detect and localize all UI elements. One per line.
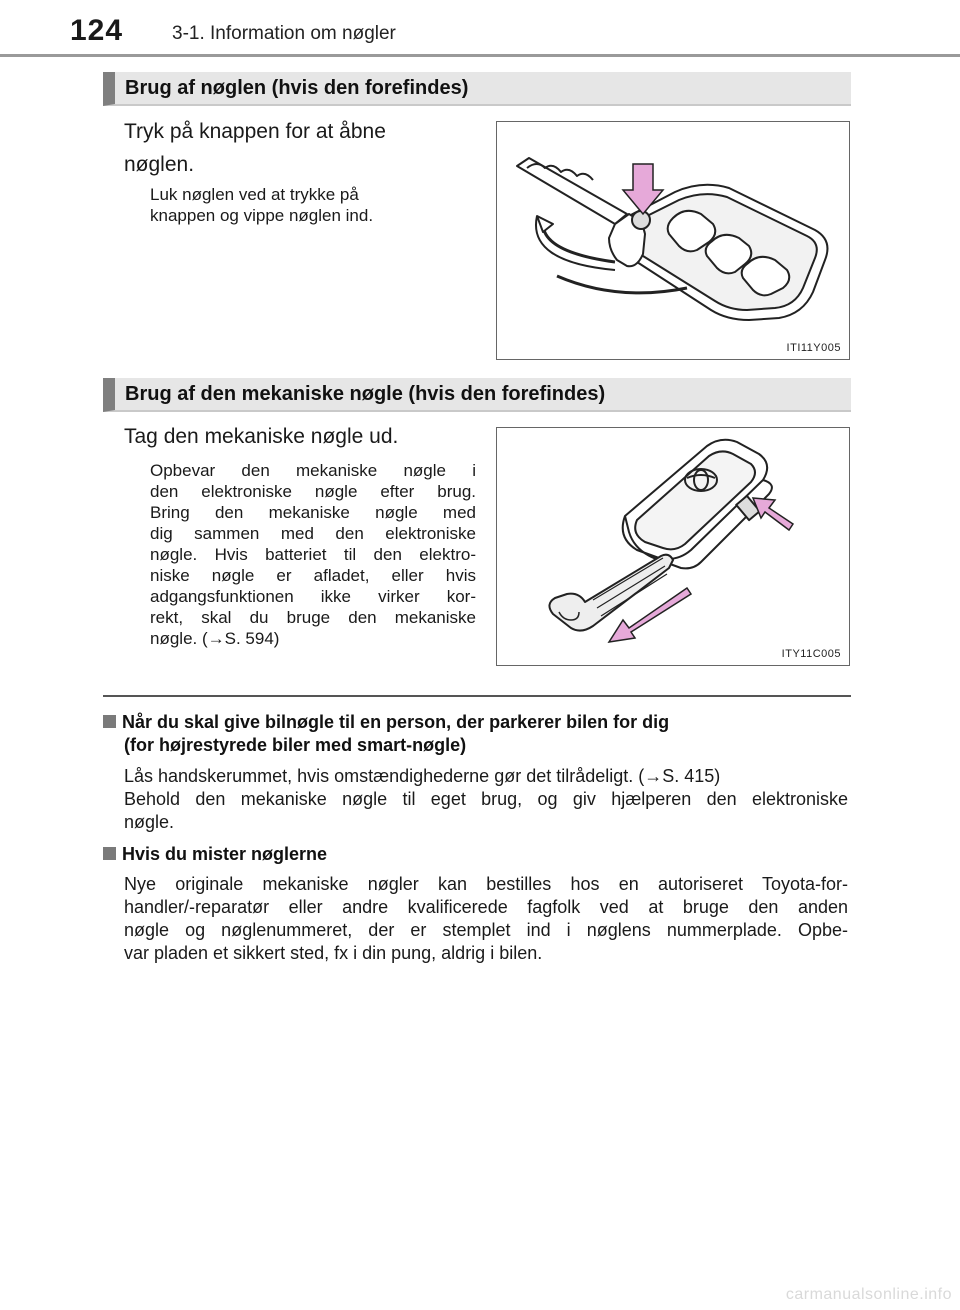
smart-key-icon — [497, 428, 849, 665]
watermark: carmanualsonline.info — [785, 1286, 952, 1303]
text-line: rekt, skal du bruge den mekaniske — [150, 608, 476, 627]
text-line: knappen og vippe nøglen ind. — [150, 206, 374, 225]
header-rule — [0, 54, 960, 57]
info-heading-lost-keys — [103, 843, 327, 866]
text-line: var pladen et sikkert sted, fx i din pung, aldrig i bilen. — [124, 943, 543, 963]
info-heading-valet — [103, 711, 669, 757]
text-line: niske nøgle er afladet, eller hvis — [150, 566, 476, 585]
text-line — [103, 843, 327, 866]
bullet-square-icon — [103, 715, 116, 728]
text-line: (for højrestyrede biler med smart-nøgle) — [124, 735, 467, 755]
page-number: 124 — [70, 14, 124, 47]
bullet-square-icon — [103, 847, 116, 860]
section-divider — [103, 695, 851, 697]
figure-smart-key — [496, 427, 850, 666]
figure-flip-key — [496, 121, 850, 360]
text-line: nøgle. — [124, 812, 175, 832]
text-line: Behold den mekaniske nøgle til eget brug, og giv hjælperen den elektroniske — [124, 789, 848, 809]
text-line: nøglen. — [124, 153, 195, 176]
text-line: dig sammen med den elektroniske — [150, 524, 476, 543]
section-header-key-use — [103, 72, 851, 106]
step-lead-take-out-key: Tag den mekaniske nøgle ud. — [124, 425, 399, 448]
text-line: den elektroniske nøgle efter brug. — [150, 482, 476, 501]
text-line: Opbevar den mekaniske nøgle i — [150, 461, 476, 480]
section-title: Brug af den mekaniske nøgle (hvis den forefindes) — [125, 383, 606, 405]
info-body-lost-keys — [124, 873, 848, 965]
figure-code: ITI11Y005 — [786, 342, 841, 354]
heading-text: Når du skal give bilnøgle til en person, der parkerer bilen for dig — [122, 712, 670, 732]
text-line: Luk nøglen ved at trykke på — [150, 185, 359, 204]
info-body-valet — [124, 765, 848, 834]
step-note-mechanical-key — [150, 460, 476, 649]
text-line — [103, 711, 669, 734]
text-line: nøgle. Hvis batteriet til den elektro- — [150, 545, 476, 564]
text-line: Tryk på knappen for at åbne — [124, 120, 386, 143]
heading-text: Hvis du mister nøglerne — [122, 844, 328, 864]
chapter-title: 3-1. Information om nøgler — [172, 23, 396, 44]
text-line: Nye originale mekaniske nøgler kan bestilles hos en autoriseret Toyota-for- — [124, 874, 848, 894]
text-line: Lås handskerummet, hvis omstændighederne gør det tilrådeligt. (→S. 415) — [124, 766, 721, 786]
text-line: nøgle og nøglenummeret, der er stemplet ind i nøglens nummerplade. Opbe- — [124, 920, 848, 940]
section-header-mechanical-key — [103, 378, 851, 412]
text-line: nøgle. (→S. 594) — [150, 629, 280, 648]
text-line: handler/-reparatør eller andre kvalificerede fagfolk ved at bruge den anden — [124, 897, 848, 917]
text-line: adgangsfunktionen ikke virker kor- — [150, 587, 476, 606]
figure-code: ITY11C005 — [781, 648, 841, 660]
step-lead-open-key — [124, 115, 386, 181]
flip-key-icon — [497, 122, 849, 359]
step-note-close-key — [150, 184, 373, 226]
section-title: Brug af nøglen (hvis den forefindes) — [125, 77, 469, 99]
text-line: Bring den mekaniske nøgle med — [150, 503, 476, 522]
